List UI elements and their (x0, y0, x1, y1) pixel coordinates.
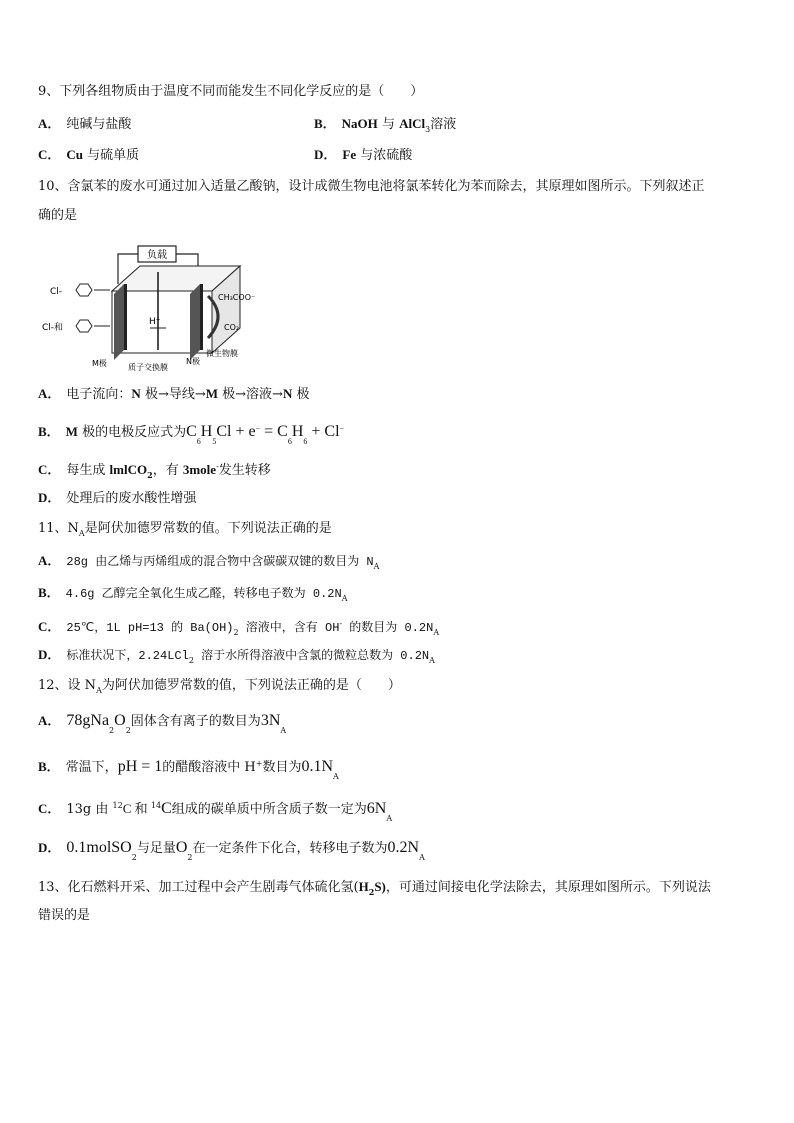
stem-text: ，可通过间接电化学法除去，其原理如图所示。下列说法 (385, 880, 711, 895)
option-text: 极的电极反应式为 (82, 425, 187, 440)
option-text: 13g 由 (66, 802, 113, 817)
q9-option-c (38, 146, 139, 165)
q12-stem (38, 677, 401, 700)
formula: M (65, 424, 78, 439)
option-label: B． (314, 116, 336, 131)
option-text: 28g 由乙烯与丙烯组成的混合物中含碳碳双键的数目为 N (66, 555, 374, 569)
formula: 3mole (182, 462, 217, 477)
stem-text: 12、设 N (38, 678, 97, 693)
option-label: B． (38, 759, 60, 774)
eq-part: C (186, 423, 197, 440)
option-text: 发生转移 (218, 463, 271, 478)
option-text: 25℃，1L pH=13 的 Ba(OH) (66, 621, 234, 635)
option-text: 每生成 (66, 463, 106, 478)
subscript: 2 (131, 853, 137, 862)
option-text: 电子流向： (66, 387, 132, 402)
formula: NaOH (341, 116, 378, 131)
formula: 0.2N (387, 839, 420, 856)
formula: 0.1molSO (66, 839, 132, 856)
option-label: D． (38, 647, 61, 662)
q12-option-a (38, 712, 287, 735)
formula: 0.1N (301, 758, 334, 775)
option-label: B． (38, 585, 60, 600)
q10-option-d (38, 489, 196, 508)
subscript: 2 (233, 628, 239, 637)
benzene-ring-bottom (76, 320, 92, 332)
q13-stem-line2: 错误的是 (38, 908, 91, 923)
eq-part: + Cl (307, 423, 340, 440)
formula: O (175, 839, 188, 856)
subscript: A (386, 814, 393, 823)
option-label: D． (38, 490, 61, 505)
co2-label: CO₂ (224, 323, 240, 332)
superscript: 12 (112, 801, 123, 810)
membrane-label: 质子交换膜 (128, 363, 168, 372)
option-label: C． (38, 147, 61, 162)
option-text: 溶液 (430, 117, 457, 132)
formula: N (131, 386, 141, 401)
subscript: A (341, 594, 348, 603)
q11-option-d (38, 646, 435, 670)
subscript: 2 (187, 853, 193, 862)
subscript: 2 (125, 726, 131, 735)
option-text: 纯碱与盐酸 (66, 117, 132, 132)
h-plus-label: H⁺ (149, 317, 161, 327)
q11-stem (38, 520, 332, 543)
option-text: 极→溶液→ (222, 387, 283, 402)
option-text: 组成的碳单质中所含质子数一定为 (171, 802, 367, 817)
option-label: C． (38, 462, 61, 477)
option-text: 的数目为 0.2N (342, 621, 434, 635)
eq-sub: 6 (196, 437, 201, 446)
eq-part: Cl + e (216, 423, 256, 440)
option-text: 极 (296, 387, 310, 402)
formula: C 和 (122, 801, 151, 816)
option-text: 标准状况下，2.24LCl (66, 649, 189, 663)
stem-text: 13、化石燃料开采、加工过程中会产生剧毒气体硫化氢( (38, 880, 359, 895)
q10-option-c: C． 每生成 lmlCO$_2$，有 3mole-发生转移 (38, 462, 271, 480)
subscript: A (429, 656, 435, 665)
option-text: 与硫单质 (87, 148, 140, 163)
q12-option-d (38, 839, 425, 862)
subscript: A (78, 529, 85, 538)
equation (186, 423, 345, 446)
subscript: 2 (147, 470, 153, 480)
formula: AlCl (399, 116, 426, 131)
q9-stem: 9、下列各组物质由于温度不同而能发生不同化学反应的是（ ） (38, 84, 424, 99)
formula: pH = 1 (117, 758, 163, 775)
option-label: B． (38, 424, 60, 439)
option-text: 与足量 (136, 841, 176, 856)
option-text: 处理后的废水酸性增强 (66, 491, 197, 506)
superscript: 14 (150, 801, 162, 810)
stem-text: 为阿伏加德罗常数的值，下列说法正确的是（ ） (101, 678, 401, 693)
option-label: A． (38, 553, 61, 568)
formula: S) (374, 879, 386, 894)
option-label: C． (38, 619, 61, 634)
option-label: A． (38, 386, 61, 401)
q10-stem-line2: 确的是 (38, 208, 78, 223)
m-electrode-plate (114, 284, 124, 360)
q12-option-c (38, 797, 393, 823)
option-text: 在一定条件下化合，转移电子数为 (192, 841, 388, 856)
option-text: 与 (381, 117, 395, 132)
n-electrode-edge (200, 284, 203, 350)
option-text: 溶液中，含有 OH (238, 621, 340, 635)
formula: 78gNa (66, 712, 110, 729)
n-electrode-plate (190, 284, 200, 360)
q12-option-b: B． 常温下，pH = 1的醋酸溶液中 H+数目为$0.1N_A$ (38, 758, 339, 781)
subscript: A (373, 562, 380, 571)
q9-option-a (38, 115, 131, 134)
eq-sup: − (339, 424, 345, 433)
eq-sup: − (255, 424, 261, 433)
eq-sub: 5 (212, 437, 217, 446)
formula: Cu (66, 147, 84, 162)
subscript: 2 (109, 726, 115, 735)
option-text: 极→导线→ (144, 387, 206, 402)
q11-option-b (38, 584, 347, 608)
option-text: 与浓硫酸 (360, 148, 413, 163)
formula: 3N (260, 712, 281, 729)
eq-part: = C (260, 423, 288, 440)
subscript: A (433, 628, 440, 637)
q11-option-c: C． 25℃，1L pH=13 的 $Ba(OH)_2$ 溶液中，含有 OH- 的数目为 $0.2N_A$ (38, 619, 440, 637)
eq-sub: 6 (287, 437, 292, 446)
subscript: 2 (188, 656, 194, 665)
chlorobenzene-label: Cl- (50, 287, 63, 297)
option-label: D． (314, 147, 337, 162)
q13-stem-line1 (38, 878, 711, 901)
formula: M (205, 386, 219, 401)
q10-stem-line1: 10、含氯苯的废水可通过加入适量乙酸钠，设计成微生物电池将氯苯转化为苯而除去，其原理如图所示。下列叙述正 (38, 179, 705, 194)
eq-sub: 6 (303, 437, 308, 446)
q9-option-b (314, 115, 456, 139)
subscript: A (280, 726, 287, 735)
subscript: A (333, 772, 339, 781)
q9-option-d (314, 146, 412, 165)
subscript: A (96, 686, 102, 695)
formula: 6N (366, 800, 387, 817)
q10-option-b (38, 420, 345, 446)
n-electrode-label: N极 (186, 357, 200, 366)
option-text: 常温下， (65, 760, 118, 775)
eq-part: H (200, 423, 213, 440)
option-text: ，有 (152, 463, 179, 478)
option-label: C． (38, 801, 61, 816)
option-label: A． (38, 713, 61, 728)
subscript: 2 (368, 887, 375, 897)
formula: Fe (342, 147, 357, 162)
microbial-cell-diagram (40, 236, 270, 372)
load-label: 负载 (147, 250, 167, 261)
option-text: 固体含有离子的数目为 (130, 714, 261, 729)
q11-option-a (38, 552, 379, 576)
subscript: A (419, 853, 425, 862)
benzene-ring-top (76, 284, 92, 296)
formula: H (358, 879, 369, 894)
formula: C (161, 800, 172, 817)
eq-part: H (291, 423, 304, 440)
formula: N (282, 386, 293, 401)
option-text: 的醋酸溶液中 H (162, 760, 256, 775)
option-label: A． (38, 116, 61, 131)
biofilm-label: 微生物膜 (206, 349, 238, 358)
formula: lmlCO (109, 462, 148, 477)
m-electrode-edge (124, 284, 127, 350)
option-text: 4.6g 乙醇完全氧化生成乙醛，转移电子数为 0.2N (65, 587, 342, 601)
option-text: 数目为 (262, 760, 302, 775)
q10-option-a (38, 385, 310, 404)
m-electrode-label: M极 (92, 359, 107, 368)
option-text: 溶于水所得溶液中含氯的微粒总数为 0.2N (193, 649, 430, 663)
option-label: D． (38, 840, 61, 855)
stem-text: 是阿伏加德罗常数的值。下列说法正确的是 (84, 521, 332, 536)
cl-and-benzene-label: Cl-和 (42, 323, 64, 333)
stem-text: 11、N (38, 521, 79, 536)
subscript: 3 (425, 125, 431, 134)
acetate-label: CH₃COO⁻ (218, 293, 256, 302)
formula: O (114, 712, 126, 729)
cell-diagram-svg (40, 236, 270, 372)
